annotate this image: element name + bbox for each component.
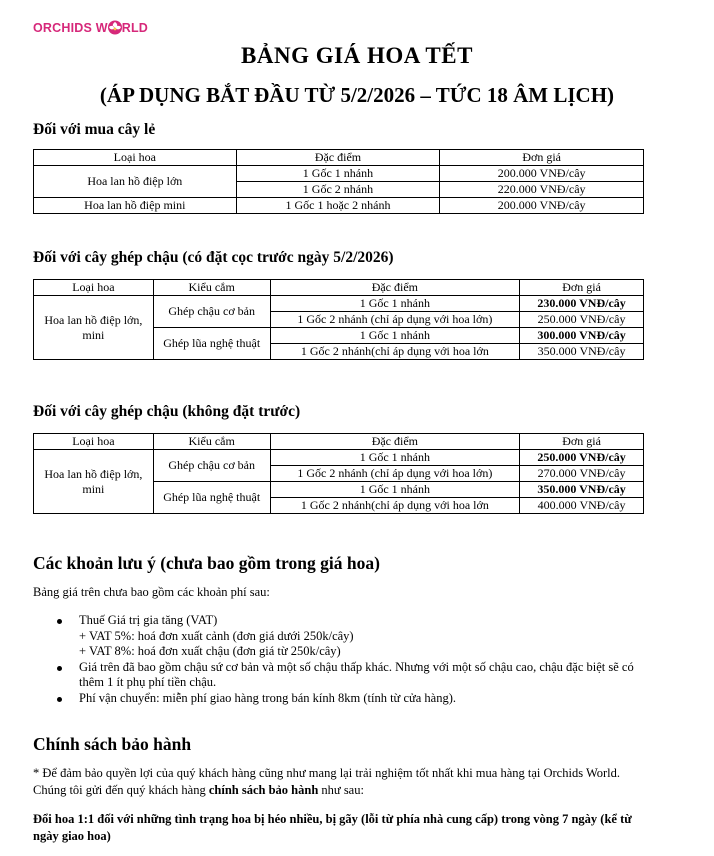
- table-header: Đơn giá: [440, 150, 644, 166]
- orchid-flower-icon: [107, 20, 123, 35]
- table-header: Kiểu cắm: [153, 280, 270, 296]
- price-cell: 200.000 VNĐ/cây: [440, 198, 644, 214]
- no-deposit-pot-price-table: [33, 433, 644, 514]
- list-item: [57, 613, 657, 660]
- logo-text-right: RLD: [121, 21, 149, 35]
- price-cell: 250.000 VNĐ/cây: [520, 312, 644, 328]
- feature-cell: 1 Gốc 1 hoặc 2 nhánh: [236, 198, 440, 214]
- warranty-intro-end: như sau:: [318, 783, 364, 797]
- table-header: Loại hoa: [34, 280, 154, 296]
- price-cell: 300.000 VNĐ/cây: [520, 328, 644, 344]
- deposit-pot-price-table: [33, 279, 644, 360]
- flower-type-cell: Hoa lan hồ điệp mini: [34, 198, 237, 214]
- price-cell: 250.000 VNĐ/cây: [520, 450, 644, 466]
- table-header-row: [34, 280, 644, 296]
- notes-heading: Các khoản lưu ý (chưa bao gồm trong giá hoa): [33, 553, 380, 573]
- table-header: Loại hoa: [34, 434, 154, 450]
- warranty-heading: Chính sách bảo hành: [33, 734, 192, 754]
- pot-note: Giá trên đã bao gồm chậu sứ cơ bản và một số chậu thấp khác. Nhưng với một số chậu cao, chậu đặc biệt sẽ có thêm 1 ít phụ phí tiền chậu.: [79, 659, 634, 689]
- logo-text-left: ORCHIDS W: [33, 21, 108, 35]
- feature-cell: 1 Gốc 2 nhánh (chỉ áp dụng với hoa lớn): [270, 312, 520, 328]
- price-cell: 200.000 VNĐ/cây: [440, 166, 644, 182]
- price-cell: 220.000 VNĐ/cây: [440, 182, 644, 198]
- table-row: [34, 450, 644, 466]
- fee-list: [57, 613, 657, 706]
- price-cell: 350.000 VNĐ/cây: [520, 482, 644, 498]
- page-title: BẢNG GIÁ HOA TẾT: [241, 43, 473, 68]
- bullet-icon: [57, 619, 62, 624]
- list-item: [57, 691, 657, 707]
- warranty-intro-text: * Để đảm bảo quyền lợi của quý khách hàng cũng như mang lại trải nghiệm tốt nhất khi mua hàng tại Orchids World. Chúng tôi gửi đến quý khách hàng: [33, 766, 621, 797]
- feature-cell: 1 Gốc 2 nhánh(chỉ áp dụng với hoa lớn: [270, 498, 520, 514]
- vat-title: Thuế Giá trị gia tăng (VAT): [79, 613, 218, 627]
- vat-5-line: + VAT 5%: hoá đơn xuất cảnh (đơn giá dưới 250k/cây): [79, 628, 354, 643]
- bullet-icon: [57, 666, 62, 671]
- section2-heading: Đối với cây ghép chậu (có đặt cọc trước ngày 5/2/2026): [33, 249, 394, 266]
- shipping-note: Phí vận chuyển: miễn phí giao hàng trong bán kính 8km (tính từ cửa hàng).: [79, 690, 457, 705]
- table-header: Đặc điểm: [270, 280, 520, 296]
- feature-cell: 1 Gốc 1 nhánh: [270, 296, 520, 312]
- table-header: Kiểu cắm: [153, 434, 270, 450]
- exchange-policy: Đổi hoa 1:1 đối với những tình trạng hoa bị héo nhiều, bị gãy (lỗi từ phía nhà cung cấp) trong vòng 7 ngày (kể từ ngày giao hoa): [33, 812, 632, 843]
- section3-heading: Đối với cây ghép chậu (không đặt trước): [33, 403, 301, 420]
- flower-type-cell: Hoa lan hồ điệp lớn, mini: [34, 296, 154, 360]
- feature-cell: 1 Gốc 1 nhánh: [270, 450, 520, 466]
- warranty-intro: [33, 765, 643, 799]
- feature-cell: 1 Gốc 1 nhánh: [236, 166, 440, 182]
- vat-8-line: + VAT 8%: hoá đơn xuất chậu (đơn giá từ 250k/cây): [79, 644, 341, 658]
- list-item: [57, 660, 657, 691]
- table-row: [34, 198, 644, 214]
- table-row: [34, 296, 644, 312]
- retail-price-table: [33, 149, 644, 214]
- orchids-world-logo: [33, 20, 148, 35]
- table-header-row: [34, 434, 644, 450]
- table-header: Loại hoa: [34, 150, 237, 166]
- price-cell: 230.000 VNĐ/cây: [520, 296, 644, 312]
- arrangement-style-cell: Ghép lũa nghệ thuật: [153, 328, 270, 360]
- table-row: [34, 166, 644, 182]
- page-subtitle: (ÁP DỤNG BẮT ĐẦU TỪ 5/2/2026 – TỨC 18 ÂM LỊCH): [99, 83, 615, 107]
- table-header: Đơn giá: [520, 280, 644, 296]
- flower-type-cell: Hoa lan hồ điệp lớn: [34, 166, 237, 198]
- feature-cell: 1 Gốc 2 nhánh (chỉ áp dụng với hoa lớn): [270, 466, 520, 482]
- price-cell: 400.000 VNĐ/cây: [520, 498, 644, 514]
- feature-cell: 1 Gốc 1 nhánh: [270, 482, 520, 498]
- notes-intro: Bảng giá trên chưa bao gồm các khoản phí sau:: [33, 585, 270, 599]
- bullet-icon: [57, 697, 62, 702]
- arrangement-style-cell: Ghép chậu cơ bản: [153, 450, 270, 482]
- price-cell: 270.000 VNĐ/cây: [520, 466, 644, 482]
- table-header: Đặc điểm: [236, 150, 440, 166]
- feature-cell: 1 Gốc 1 nhánh: [270, 328, 520, 344]
- table-header-row: [34, 150, 644, 166]
- warranty-policy-emphasis: chính sách bảo hành: [208, 783, 319, 797]
- flower-type-cell: Hoa lan hồ điệp lớn, mini: [34, 450, 154, 514]
- table-header: Đặc điểm: [270, 434, 520, 450]
- price-cell: 350.000 VNĐ/cây: [520, 344, 644, 360]
- arrangement-style-cell: Ghép lũa nghệ thuật: [153, 482, 270, 514]
- feature-cell: 1 Gốc 2 nhánh: [236, 182, 440, 198]
- feature-cell: 1 Gốc 2 nhánh(chỉ áp dụng với hoa lớn: [270, 344, 520, 360]
- section1-heading: Đối với mua cây lẻ: [33, 121, 156, 138]
- table-header: Đơn giá: [520, 434, 644, 450]
- arrangement-style-cell: Ghép chậu cơ bản: [153, 296, 270, 328]
